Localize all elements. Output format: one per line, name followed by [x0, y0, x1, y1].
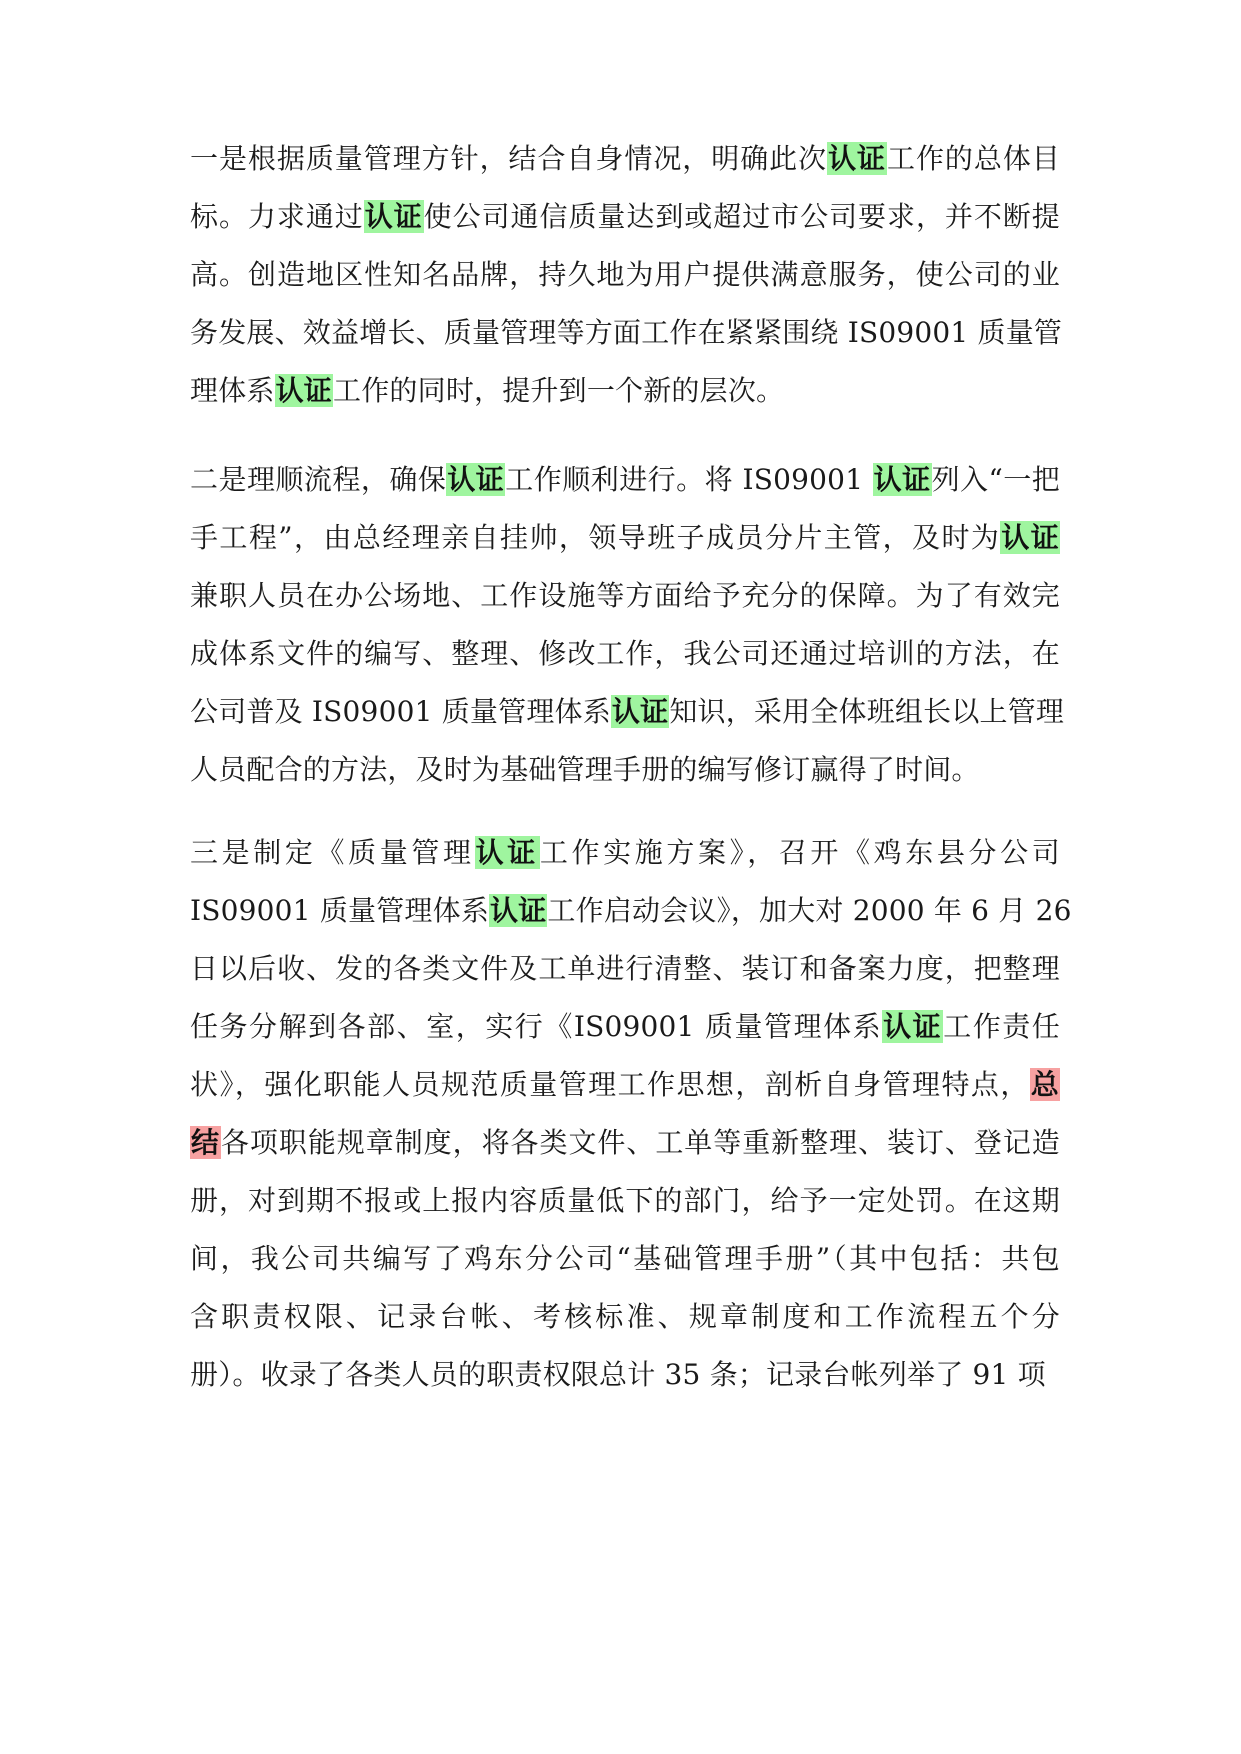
text-run: 册，对到期不报或上报内容质量低下的部门，给予一定处罚。在这期: [190, 1184, 1060, 1217]
text-run: 高。创造地区性知名品牌，持久地为用户提供满意服务，使公司的业: [190, 258, 1060, 291]
text-run: 间，我公司共编写了鸡东分公司“基础管理手册”（其中包括：共包: [190, 1242, 1060, 1275]
text-line: [190, 308, 1063, 358]
text-run: 各项职能规章制度，将各类文件、工单等重新整理、装订、登记造: [220, 1126, 1060, 1159]
text-line: [190, 886, 1072, 936]
highlighted-keyword: 结: [191, 1126, 220, 1159]
text-line: [190, 1002, 1060, 1052]
highlighted-keyword: 认证: [1001, 521, 1059, 554]
text-line: [190, 1234, 1060, 1284]
text-line: [190, 192, 1060, 242]
text-run: 公司普及 IS09001 质量管理体系: [190, 695, 611, 728]
text-run: 含职责权限、记录台帐、考核标准、规章制度和工作流程五个分: [190, 1300, 1060, 1333]
text-line: [190, 250, 1060, 300]
text-run: 标。力求通过: [190, 200, 364, 233]
text-run: 务发展、效益增长、质量管理等方面工作在紧紧围绕 IS09001 质量管: [190, 316, 1063, 349]
text-line: [190, 455, 1060, 505]
text-run: 工作顺利进行。将 IS09001: [505, 463, 873, 496]
text-run: 工作的同时，提升到一个新的层次。: [333, 374, 785, 407]
text-line: [190, 745, 1060, 795]
highlighted-keyword: 认证: [873, 463, 931, 496]
highlighted-keyword: 认证: [275, 374, 333, 407]
highlighted-keyword: 认证: [475, 836, 539, 869]
text-run: 使公司通信质量达到或超过市公司要求，并不断提: [423, 200, 1060, 233]
text-line: [190, 828, 1060, 878]
text-run: 状》，强化职能人员规范质量管理工作思想，剖析自身管理特点，: [190, 1068, 1030, 1101]
text-run: 工作责任: [943, 1010, 1060, 1043]
text-run: 兼职人员在办公场地、工作设施等方面给予充分的保障。为了有效完: [190, 579, 1060, 612]
text-run: 工作的总体目: [887, 142, 1061, 175]
text-run: 工作启动会议》，加大对 2000 年 6 月 26: [547, 894, 1072, 927]
highlighted-keyword: 总: [1030, 1068, 1059, 1101]
text-run: 三是制定《质量管理: [190, 836, 475, 869]
text-run: 日以后收、发的各类文件及工单进行清整、装订和备案力度，把整理: [190, 952, 1060, 985]
text-line: [190, 629, 1060, 679]
text-line: [190, 687, 1065, 737]
text-run: IS09001 质量管理体系: [190, 894, 490, 927]
text-run: 二是理顺流程，确保: [190, 463, 447, 496]
text-line: [190, 1176, 1060, 1226]
text-line: [190, 1292, 1060, 1342]
text-run: 列入“一把: [931, 463, 1060, 496]
text-run: 任务分解到各部、室，实行《IS09001 质量管理体系: [190, 1010, 883, 1043]
text-line: [190, 944, 1060, 994]
highlighted-keyword: 认证: [828, 142, 887, 175]
text-run: 手工程”，由总经理亲自挂帅，领导班子成员分片主管，及时为: [190, 521, 1001, 554]
text-line: [190, 513, 1060, 563]
text-run: 一是根据质量管理方针，结合自身情况，明确此次: [190, 142, 828, 175]
text-line: [190, 134, 1060, 184]
text-line: [190, 366, 1060, 416]
text-line: [190, 1350, 1060, 1400]
text-line: [190, 1060, 1060, 1110]
text-run: 知识，采用全体班组长以上管理: [669, 695, 1065, 728]
text-run: 人员配合的方法，及时为基础管理手册的编写修订赢得了时间。: [190, 753, 980, 786]
highlighted-keyword: 认证: [364, 200, 423, 233]
text-run: 册）。收录了各类人员的职责权限总计 35 条；记录台帐列举了 91 项: [190, 1358, 1046, 1391]
highlighted-keyword: 认证: [447, 463, 505, 496]
highlighted-keyword: 认证: [883, 1010, 943, 1043]
text-run: 理体系: [190, 374, 275, 407]
text-run: 成体系文件的编写、整理、修改工作，我公司还通过培训的方法，在: [190, 637, 1060, 670]
text-run: 工作实施方案》，召开《鸡东县分公司: [539, 836, 1060, 869]
highlighted-keyword: 认证: [611, 695, 669, 728]
text-line: [190, 1118, 1060, 1168]
text-line: [190, 571, 1060, 621]
highlighted-keyword: 认证: [490, 894, 547, 927]
